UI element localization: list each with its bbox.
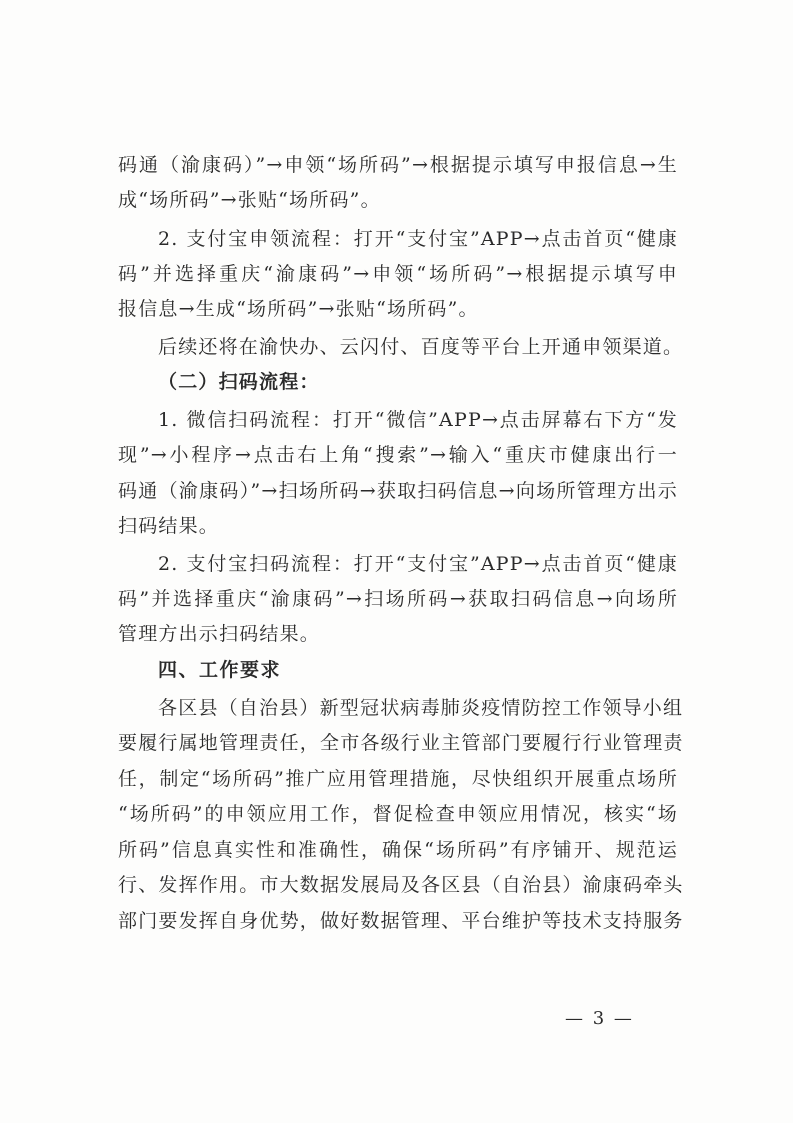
body-line: 要履行属地管理责任，全市各级行业主管部门要履行行业管理责: [118, 732, 684, 754]
body-line: 现”→小程序→点击右上角“搜索”→输入“重庆市健康出行一: [118, 444, 678, 466]
body-line: 报信息→生成“场所码”→张贴“场所码”。: [118, 298, 479, 320]
body-line: 成“场所码”→张贴“场所码”。: [118, 189, 381, 211]
section-heading: 四、工作要求: [158, 659, 282, 681]
body-line: “场所码”的申领应用工作，督促检查申领应用情况，核实“场: [118, 803, 678, 825]
body-line: 扫码结果。: [118, 515, 220, 537]
body-line: 1. 微信扫码流程：打开“微信”APP→点击屏幕右下方“发: [158, 409, 678, 431]
page-number: — 3 —: [565, 1008, 634, 1029]
body-line: 管理方出示扫码结果。: [118, 623, 321, 645]
body-line: 所码”信息真实性和准确性，确保“场所码”有序铺开、规范运: [118, 839, 678, 861]
body-line: 2. 支付宝申领流程：打开“支付宝”APP→点击首页“健康: [158, 228, 678, 250]
body-line: 各区县（自治县）新型冠状病毒肺炎疫情防控工作领导小组: [158, 697, 684, 719]
body-line: 码通（渝康码）”→扫场所码→获取扫码信息→向场所管理方出示: [118, 480, 678, 502]
body-line: 部门要发挥自身优势，做好数据管理、平台维护等技术支持服务: [118, 910, 684, 932]
body-line: 码通（渝康码）”→申领“场所码”→根据提示填写申报信息→生: [118, 154, 678, 176]
section-subheading: （二）扫码流程：: [158, 371, 320, 393]
body-line: 2. 支付宝扫码流程：打开“支付宝”APP→点击首页“健康: [158, 553, 678, 575]
body-line: 码”并选择重庆“渝康码”→扫场所码→获取扫码信息→向场所: [118, 588, 678, 610]
body-line: 行、发挥作用。市大数据发展局及各区县（自治县）渝康码牵头: [118, 874, 684, 896]
body-line: 码”并选择重庆“渝康码”→申领“场所码”→根据提示填写申: [118, 263, 678, 285]
body-line: 任，制定“场所码”推广应用管理措施，尽快组织开展重点场所: [118, 768, 678, 790]
body-line: 后续还将在渝快办、云闪付、百度等平台上开通申领渠道。: [158, 336, 684, 358]
